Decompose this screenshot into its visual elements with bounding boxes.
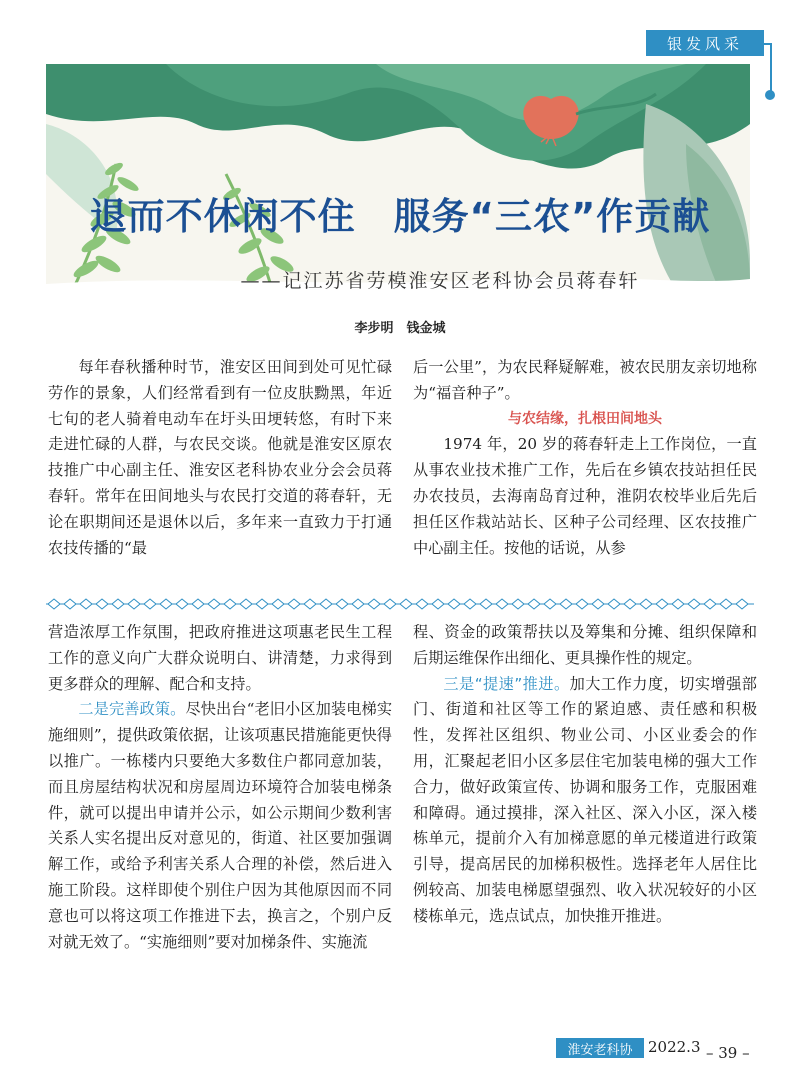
article-authors: 李步明 钱金城 bbox=[354, 321, 446, 336]
divider-diamond bbox=[192, 599, 204, 609]
divider-diamond bbox=[208, 599, 220, 609]
paragraph-body: 加大工作力度，切实增强部门、街道和社区等工作的紧迫感、责任感和积极性，发挥社区组织、物业公司、小区业委会的作用，汇聚起老旧小区多层住宅加装电梯的强大工作合力，做好政策宣传、协调和服务工作，克服困难和障碍。通过摸排，深入社区、深入小区，深入楼栋单元，提前介入有加梯意愿的单元楼道进行政策引导，提高居民的加梯积极性。选择老年人居住比例较高、加装电梯愿望强烈、收入状况较好的小区楼栋单元，选点试点，加快推开推进。 bbox=[413, 674, 757, 925]
paragraph: 1974 年，20 岁的蒋春轩走上工作岗位，一直从事农业技术推广工作，先后在乡镇农技站担任民办农技员，去海南岛育过种，淮阴农校毕业后先后担任区作栽站站长、区种子公司经理、区农技推广中心副主任。按他的话说，从参 bbox=[413, 435, 757, 557]
paragraph: 营造浓厚工作氛围，把政府推进这项惠老民生工程工作的意义向广大群众说明白、讲清楚，力求得到更多群众的理解、配合和支持。 bbox=[48, 623, 392, 693]
divider-diamond bbox=[688, 599, 700, 609]
tag-connector-dot bbox=[765, 90, 775, 100]
divider-diamond bbox=[336, 599, 348, 609]
divider-diamond bbox=[448, 599, 460, 609]
divider-diamond bbox=[736, 599, 748, 609]
lower-left-column bbox=[48, 620, 392, 955]
upper-left-column bbox=[48, 355, 392, 561]
divider-diamond bbox=[304, 599, 316, 609]
divider-diamond bbox=[272, 599, 284, 609]
divider-diamond bbox=[160, 599, 172, 609]
divider-diamond bbox=[528, 599, 540, 609]
divider-diamond bbox=[432, 599, 444, 609]
divider-diamond bbox=[128, 599, 140, 609]
section-subhead: 与农结缘，扎根田间地头 bbox=[508, 410, 662, 427]
divider-diamond bbox=[640, 599, 652, 609]
upper-right-column bbox=[413, 355, 757, 561]
divider-diamond bbox=[608, 599, 620, 609]
divider-diamond bbox=[256, 599, 268, 609]
section-tag: 银发风采 bbox=[646, 30, 764, 56]
lower-right-column bbox=[413, 620, 757, 930]
decorative-divider bbox=[46, 597, 754, 611]
paragraph: 每年春秋播种时节，淮安区田间到处可见忙碌劳作的景象，人们经常看到有一位皮肤黝黑，年近七旬的老人骑着电动车在圩头田埂转悠，有时下来走进忙碌的人群，与农民交谈。他就是淮安区原农技推广中心副主任、淮安区老科协农业分会会员蒋春轩。常年在田间地头与农民打交道的蒋春轩，无论在职期间还是退休以后，多年来一直致力于打通农技传播的“最 bbox=[48, 358, 392, 557]
paragraph: 程、资金的政策帮扶以及筹集和分摊、组织保障和后期运维保作出细化、更具操作性的规定。 bbox=[413, 623, 757, 667]
journal-name-badge: 淮安老科协 bbox=[556, 1038, 644, 1058]
article-subtitle: ——记江苏省劳模淮安区老科协会员蒋春轩 bbox=[240, 270, 640, 292]
divider-diamond bbox=[384, 599, 396, 609]
divider-diamond bbox=[416, 599, 428, 609]
divider-diamond bbox=[240, 599, 252, 609]
divider-diamond bbox=[64, 599, 76, 609]
journal-issue: 2022.3 bbox=[648, 1038, 701, 1056]
divider-diamond bbox=[320, 599, 332, 609]
divider-diamond bbox=[400, 599, 412, 609]
divider-diamond bbox=[704, 599, 716, 609]
divider-diamond bbox=[464, 599, 476, 609]
divider-diamond bbox=[672, 599, 684, 609]
divider-diamond bbox=[368, 599, 380, 609]
point-lead: 三是“提速”推进。 bbox=[443, 674, 570, 693]
divider-diamond bbox=[576, 599, 588, 609]
divider-diamond bbox=[480, 599, 492, 609]
paragraph bbox=[48, 697, 392, 955]
point-lead: 二是完善政策。 bbox=[78, 700, 186, 719]
paragraph-body: 尽快出台“老旧小区加装电梯实施细则”，提供政策依据，让该项惠民措施能更快得以推广。一栋楼内只要绝大多数住户都同意加装，而且房屋结构状况和房屋周边环境符合加装电梯条件，就可以提出申请并公示，如公示期间少数利害关系人实名提出反对意见的，街道、社区要加强调解工作，或给予利害关系人合理的补偿，然后进入施工阶段。这样即使个别住户因为其他原因而不同意也可以将这项工作推进下去，换言之，个别户反对就无效了。“实施细则”要对加梯条件、实施流 bbox=[48, 700, 393, 951]
divider-diamond bbox=[512, 599, 524, 609]
page-number: – 39 – bbox=[706, 1044, 750, 1062]
divider-diamond bbox=[80, 599, 92, 609]
paragraph: 后一公里”，为农民释疑解难，被农民朋友亲切地称为“福音种子”。 bbox=[413, 358, 757, 402]
paragraph bbox=[413, 672, 757, 930]
tag-connector-line-vertical bbox=[770, 43, 772, 93]
divider-diamond bbox=[720, 599, 732, 609]
divider-diamond bbox=[224, 599, 236, 609]
divider-diamond bbox=[624, 599, 636, 609]
divider-diamond bbox=[656, 599, 668, 609]
divider-diamond bbox=[544, 599, 556, 609]
divider-diamond bbox=[352, 599, 364, 609]
article-title: 退而不休闲不住 服务“三农”作贡献 bbox=[89, 195, 711, 238]
divider-diamond bbox=[592, 599, 604, 609]
divider-diamond bbox=[560, 599, 572, 609]
divider-diamond bbox=[48, 599, 60, 609]
divider-diamond bbox=[96, 599, 108, 609]
divider-diamond bbox=[144, 599, 156, 609]
tag-connector-line bbox=[750, 43, 772, 45]
divider-diamond bbox=[496, 599, 508, 609]
divider-diamond bbox=[112, 599, 124, 609]
divider-diamond bbox=[288, 599, 300, 609]
divider-diamond bbox=[176, 599, 188, 609]
